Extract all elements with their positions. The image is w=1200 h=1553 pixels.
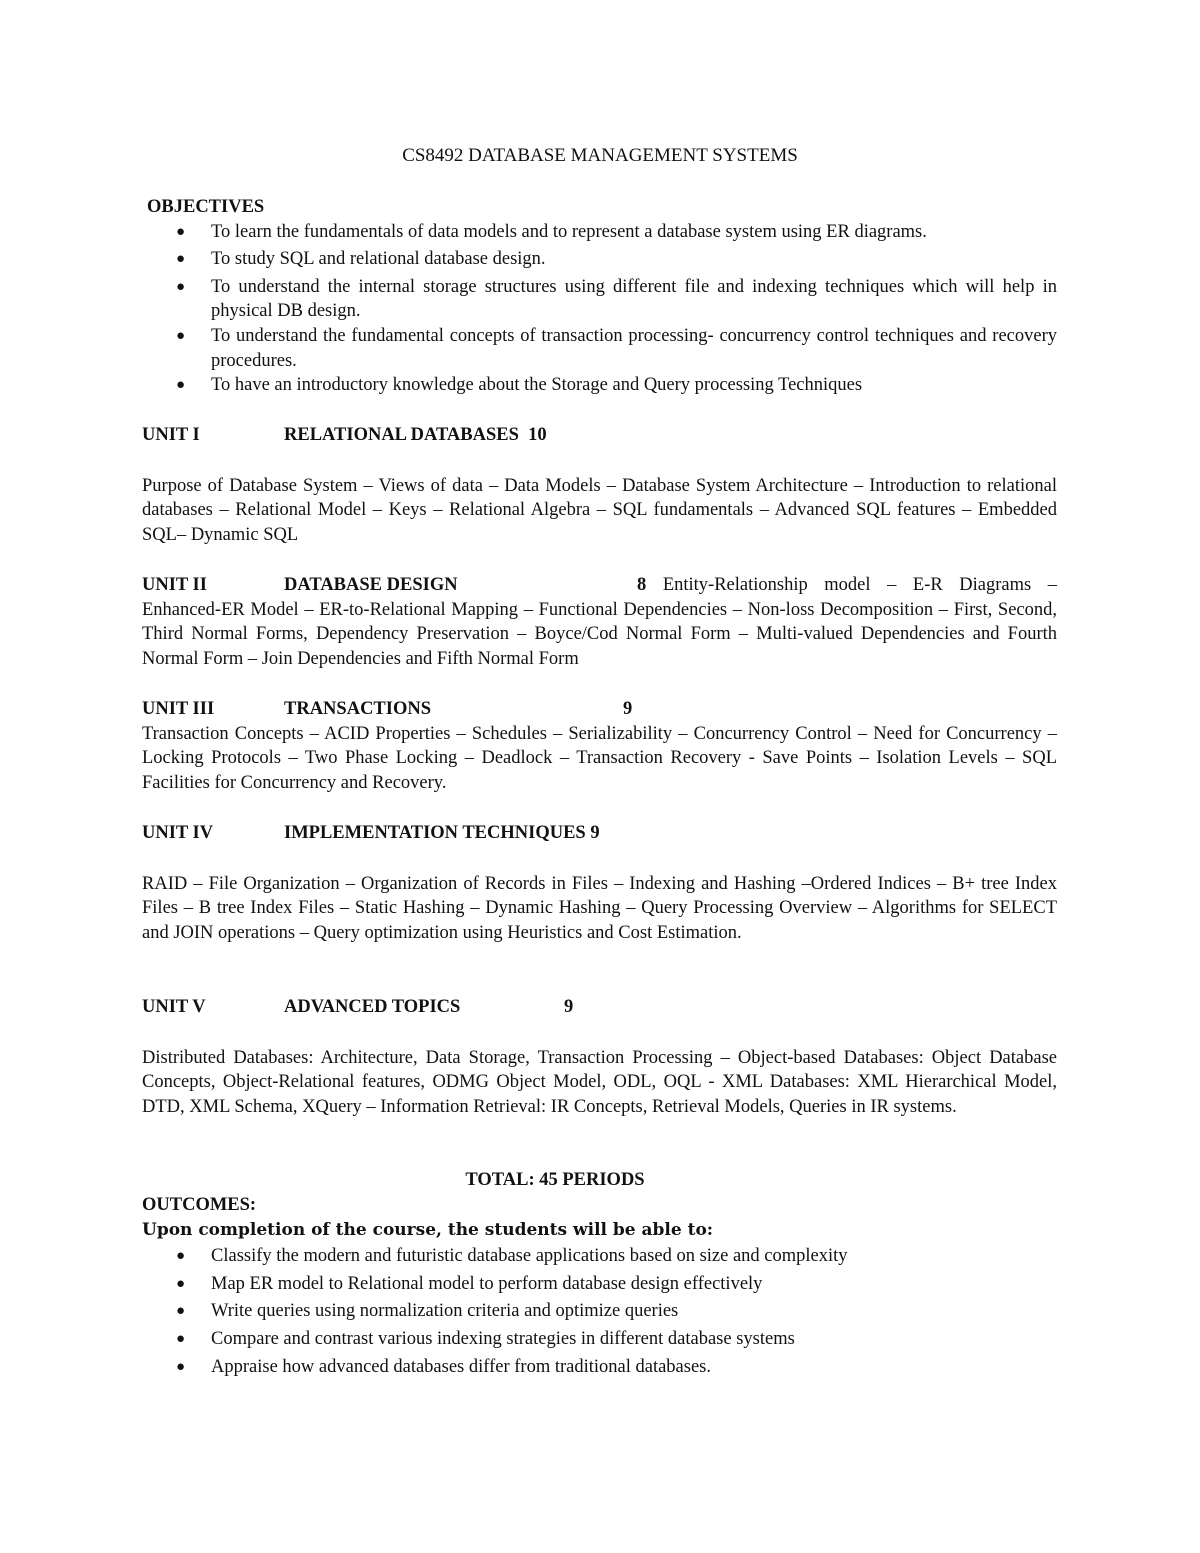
list-item: ● Compare and contrast various indexing strategies in different database systems xyxy=(142,1327,1057,1352)
unit-5 xyxy=(142,995,1057,1119)
unit-title: TRANSACTIONS xyxy=(284,699,432,719)
outcomes-heading: OUTCOMES: xyxy=(142,1195,257,1215)
unit-number: UNIT III xyxy=(142,699,215,719)
list-item: ● Map ER model to Relational model to perform database design effectively xyxy=(142,1272,1057,1297)
objectives-heading: OBJECTIVES xyxy=(147,197,265,217)
unit-1 xyxy=(142,423,1057,547)
bullet-icon: ● xyxy=(176,1330,186,1347)
list-item: ● To understand the fundamental concepts of transaction processing- concurrency control techniques and recovery procedures. xyxy=(176,325,1057,371)
unit-title: RELATIONAL DATABASES xyxy=(284,425,519,445)
unit-content: Purpose of Database System – Views of data – Data Models – Database System Architecture – Introduction to relational databases – Relational Model – Keys – Relational Algebra – SQL fundamentals – Advanced SQL features – Embedded SQL– Dynamic SQL xyxy=(142,475,1057,545)
bullet-icon: ● xyxy=(176,1275,186,1292)
unit-number: UNIT IV xyxy=(142,823,214,843)
unit-content: Transaction Concepts – ACID Properties – Schedules – Serializability – Concurrency Control – Need for Concurrency – Locking Protocols – Two Phase Locking – Deadlock – Transaction Recovery - Save Points – Isolation Levels – SQL Facilities for Concurrency and Recovery. xyxy=(142,723,1057,793)
outcomes-section xyxy=(142,1193,1057,1379)
unit-content: Distributed Databases: Architecture, Data Storage, Transaction Processing – Object-based Databases: Object Database Concepts, Object-Relational features, ODMG Object Model, ODL, OQL - XML Databases: XML Hierarchical Model, DTD, XML Schema, XQuery – Information Retrieval: IR Concepts, Retrieval Models, Queries in IR systems. xyxy=(142,1047,1057,1117)
bullet-icon: ● xyxy=(176,251,186,268)
outcomes-list xyxy=(142,1244,1057,1379)
objectives-section xyxy=(142,195,1057,398)
unit-hours: 10 xyxy=(528,425,547,445)
unit-number: UNIT I xyxy=(142,425,200,445)
unit-heading xyxy=(142,575,646,595)
unit-hours: 9 xyxy=(564,997,574,1017)
bullet-icon: ● xyxy=(176,223,186,240)
unit-3 xyxy=(142,697,1057,795)
bullet-icon: ● xyxy=(176,278,186,295)
unit-heading xyxy=(142,423,1057,448)
bullet-icon: ● xyxy=(176,1358,186,1375)
unit-heading xyxy=(142,697,1057,722)
bullet-icon: ● xyxy=(176,1248,186,1265)
bullet-icon: ● xyxy=(176,377,186,394)
bullet-icon: ● xyxy=(176,1303,186,1320)
list-item: ● Appraise how advanced databases differ from traditional databases. xyxy=(142,1355,1057,1380)
bullet-icon: ● xyxy=(176,327,186,344)
list-item: ● To study SQL and relational database design. xyxy=(142,247,1057,272)
objectives-list xyxy=(142,220,1057,398)
unit-title: DATABASE DESIGN xyxy=(284,575,458,595)
list-item: ● Write queries using normalization criteria and optimize queries xyxy=(142,1299,1057,1324)
page-title: CS8492 DATABASE MANAGEMENT SYSTEMS xyxy=(402,145,798,166)
total-periods: TOTAL: 45 PERIODS xyxy=(465,1170,645,1190)
unit-number: UNIT V xyxy=(142,997,206,1017)
list-item: ● To have an introductory knowledge about the Storage and Query processing Techniques xyxy=(142,373,1057,398)
unit-title: ADVANCED TOPICS xyxy=(284,997,461,1017)
unit-2 xyxy=(142,573,1057,671)
unit-heading xyxy=(142,821,1057,846)
unit-title: IMPLEMENTATION TECHNIQUES xyxy=(284,823,586,843)
unit-hours: 9 xyxy=(623,699,633,719)
unit-hours: 9 xyxy=(590,823,600,843)
list-item: ● To understand the internal storage structures using different file and indexing techniques which will help in physical DB design. xyxy=(176,276,1057,322)
unit-4 xyxy=(142,821,1057,945)
unit-hours: 8 xyxy=(637,575,647,595)
list-item: ● To learn the fundamentals of data models and to represent a database system using ER diagrams. xyxy=(142,220,1057,245)
outcomes-subheading: Upon completion of the course, the students will be able to: xyxy=(142,1219,714,1240)
unit-content-block xyxy=(142,573,1057,671)
unit-number: UNIT II xyxy=(142,575,207,595)
unit-content: Entity-Relationship model – E-R Diagrams – Enhanced-ER Model – ER-to-Relational Mapping – Functional Dependencies – Non-loss Decomposition – First, Second, Third Normal Forms, Dependency Preservation – Boyce/Cod Normal Form – Multi-valued Dependencies and Fourth Normal Form – Join Dependencies and Fifth Normal Form xyxy=(142,575,1057,669)
list-item: ● Classify the modern and futuristic database applications based on size and complexity xyxy=(142,1244,1057,1269)
unit-heading xyxy=(142,995,1057,1020)
unit-content: RAID – File Organization – Organization of Records in Files – Indexing and Hashing –Ordered Indices – B+ tree Index Files – B tree Index Files – Static Hashing – Dynamic Hashing – Query Processing Overview – Algorithms for SELECT and JOIN operations – Query optimization using Heuristics and Cost Estimation. xyxy=(142,873,1057,943)
